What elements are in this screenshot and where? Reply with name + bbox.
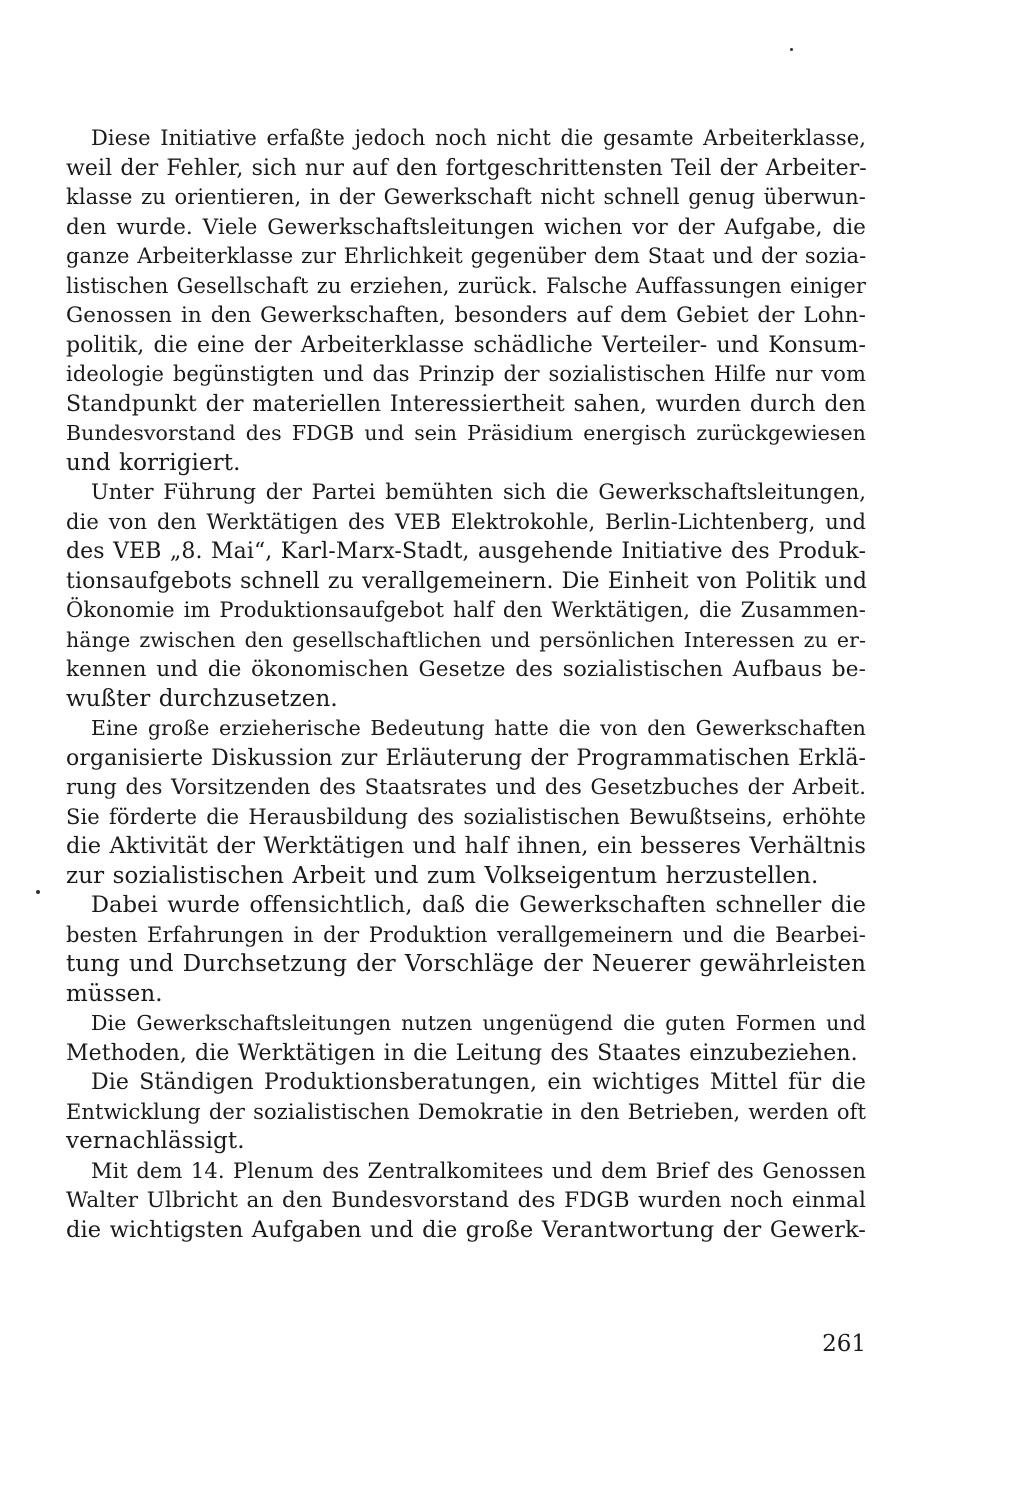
text-line: Diese Initiative erfaßte jedoch noch nicht die gesamte Arbeiterklasse, <box>91 126 866 150</box>
text-line: hänge zwischen den gesellschaftlichen und persönlichen Interessen zu er- <box>66 627 866 652</box>
text-line: den wurde. Viele Gewerkschaftsleitungen wichen vor der Aufgabe, die <box>66 214 866 240</box>
text-line: tung und Durchsetzung der Vorschläge der Neuerer gewährleisten <box>66 951 866 977</box>
text-line: müssen. <box>66 980 163 1007</box>
page-number: 261 <box>822 1331 866 1357</box>
text-line: Bundesvorstand des FDGB und sein Präsidium energisch zurückgewiesen <box>66 421 866 445</box>
text-line: die von den Werktätigen des VEB Elektrokohle, Berlin-Lichtenberg, und <box>66 509 866 534</box>
text-line: zur sozialistischen Arbeit und zum Volkseigentum herzustellen. <box>66 862 819 889</box>
text-line: tionsaufgebots schnell zu verallgemeinern. Die Einheit von Politik und <box>66 568 868 594</box>
text-line: Entwicklung der sozialistischen Demokratie in den Betrieben, werden oft <box>66 1099 866 1124</box>
text-line: Dabei wurde offensichtlich, daß die Gewerkschaften schneller die <box>91 892 866 918</box>
text-line: kennen und die ökonomischen Gesetze des sozialistischen Aufbaus be- <box>66 657 866 682</box>
text-line: und korrigiert. <box>66 449 241 476</box>
text-line: Walter Ulbricht an den Bundesvorstand des FDGB wurden noch einmal <box>66 1188 866 1213</box>
scan-speck <box>790 48 793 51</box>
text-line: vernachlässigt. <box>66 1128 245 1154</box>
text-line: die wichtigsten Aufgaben und die große Verantwortung der Gewerk- <box>66 1216 866 1243</box>
text-line: besten Erfahrungen in der Produktion verallgemeinern und die Bearbei- <box>66 922 866 947</box>
text-line: weil der Fehler, sich nur auf den fortgeschrittensten Teil der Arbeiter- <box>66 155 867 181</box>
text-line: organisierte Diskussion zur Erläuterung der Programmatischen Erklä- <box>66 745 867 771</box>
text-line: listischen Gesellschaft zu erziehen, zurück. Falsche Auffassungen einiger <box>66 273 866 298</box>
text-line: Die Gewerkschaftsleitungen nutzen ungenügend die guten Formen und <box>91 1011 866 1035</box>
text-line: rung des Vorsitzenden des Staatsrates und des Gesetzbuches der Arbeit. <box>66 775 866 799</box>
scan-speck <box>36 890 40 894</box>
text-line: Methoden, die Werktätigen in die Leitung des Staates einzubeziehen. <box>66 1040 858 1066</box>
text-line: Mit dem 14. Plenum des Zentralkomitees und dem Brief des Genossen <box>91 1158 866 1183</box>
text-line: Die Ständigen Produktionsberatungen, ein wichtiges Mittel für die <box>91 1070 866 1095</box>
text-line: politik, die eine der Arbeiterklasse schädliche Verteiler- und Konsum- <box>66 332 866 358</box>
text-line: die Aktivität der Werktätigen und half ihnen, ein besseres Verhältnis <box>66 833 866 859</box>
text-line: Genossen in den Gewerkschaften, besonders auf dem Gebiet der Lohn- <box>66 303 866 328</box>
text-line: ideologie begünstigten und das Prinzip der sozialistischen Hilfe nur vom <box>66 362 866 386</box>
text-line: Ökonomie im Produktionsaufgebot half den Werktätigen, die Zusammen- <box>66 598 866 622</box>
text-line: Unter Führung der Partei bemühten sich die Gewerkschaftsleitungen, <box>91 480 866 504</box>
text-line: Sie förderte die Herausbildung des sozialistischen Bewußtseins, erhöhte <box>66 804 866 829</box>
text-line: klasse zu orientieren, in der Gewerkschaft nicht schnell genug überwun- <box>66 185 866 209</box>
text-line: des VEB „8. Mai“, Karl-Marx-Stadt, ausgehende Initiative des Produk- <box>66 539 866 564</box>
text-line: Standpunkt der materiellen Interessiertheit sahen, wurden durch den <box>66 391 866 417</box>
text-line: wußter durchzusetzen. <box>66 685 338 712</box>
text-line: Eine große erzieherische Bedeutung hatte die von den Gewerkschaften <box>91 716 866 740</box>
text-line: ganze Arbeiterklasse zur Ehrlichkeit gegenüber dem Staat und der sozia- <box>66 244 867 268</box>
body-text <box>66 124 866 1245</box>
